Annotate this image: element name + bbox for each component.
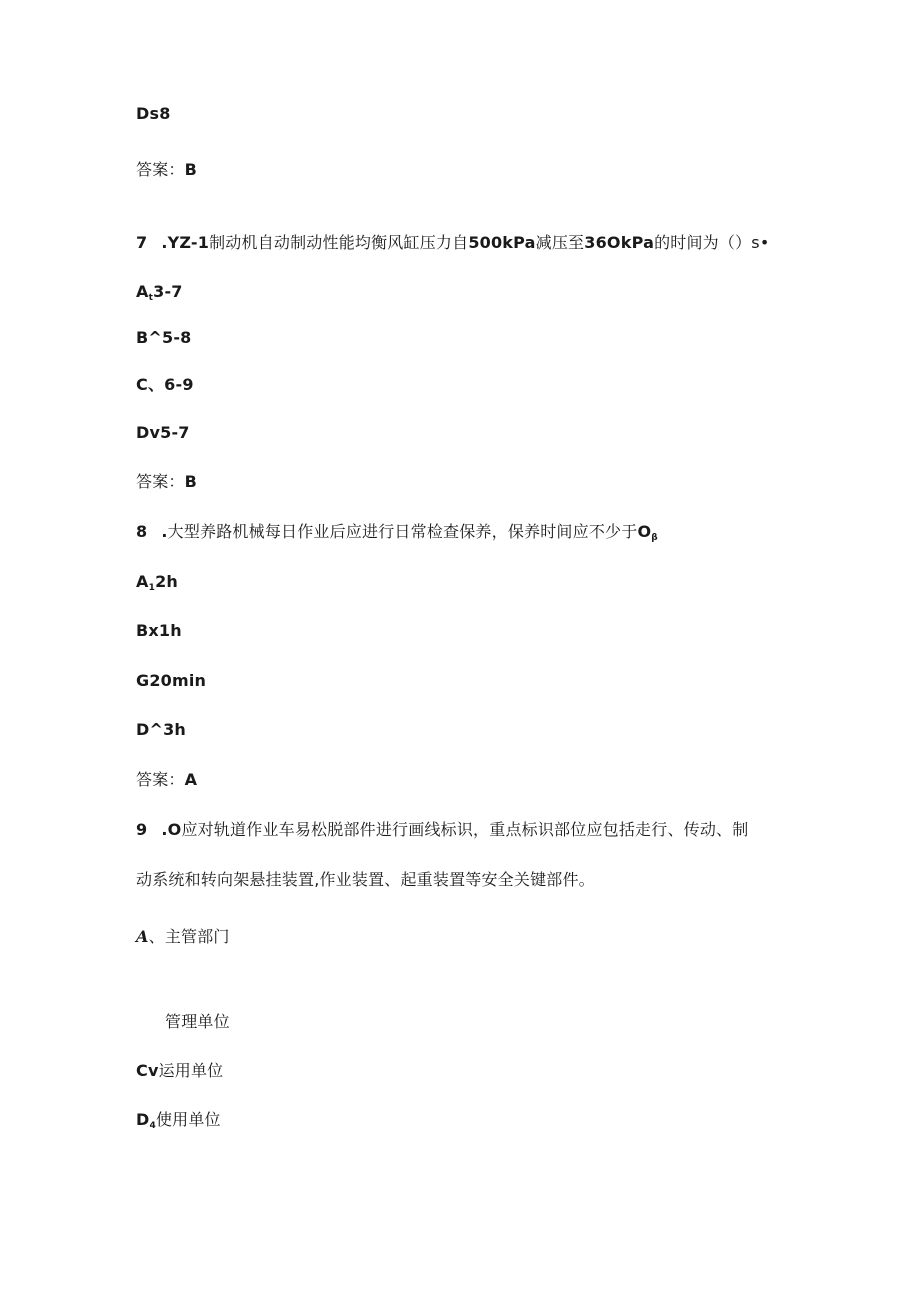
q7-text-mid: 减压至 <box>535 233 585 252</box>
q7-text-tail: 的时间为（）s• <box>654 233 770 252</box>
q7-text-main: 制动机自动制动性能均衡风缸压力自 <box>209 233 469 252</box>
q7-option-d: Dv5-7 <box>136 423 190 442</box>
q8-text-o: O <box>637 522 652 541</box>
option-text: 使用单位 <box>155 1110 221 1129</box>
answer-label: 答案： <box>136 472 185 491</box>
option-letter: Cv <box>136 1061 159 1080</box>
answer-value: A <box>184 770 198 789</box>
q7-text-p2: 36OkPa <box>584 233 655 252</box>
answer-value: B <box>184 160 198 179</box>
option-sub: 4 <box>149 1121 156 1131</box>
option-sub: 1 <box>148 583 156 593</box>
option-value: 2h <box>155 572 178 591</box>
q9-option-b: 管理单位 <box>165 1012 230 1031</box>
q8-option-a <box>136 572 178 598</box>
option-letter: A <box>136 282 149 301</box>
option-text: 运用单位 <box>158 1061 224 1080</box>
q8-text-sub: β <box>651 533 658 543</box>
q9-question-line1 <box>136 820 748 840</box>
q8-answer <box>136 770 197 790</box>
q7-text-p1: 500kPa <box>468 233 536 252</box>
q7-number: 7 <box>136 233 148 252</box>
q9-question-line2: 动系统和转向架悬挂装置,作业装置、起重装置等安全关键部件。 <box>136 870 595 889</box>
q9-option-d <box>136 1110 221 1136</box>
q8-number: 8 <box>136 522 148 541</box>
q9-option-c <box>136 1061 223 1081</box>
q8-option-d: D^3h <box>136 720 187 739</box>
q9-number: 9 <box>136 820 148 839</box>
option-letter: D <box>136 1110 150 1129</box>
option-value: 3-7 <box>153 282 183 301</box>
q8-option-c: G20min <box>136 671 207 690</box>
option-letter: A <box>136 927 149 946</box>
option-sub: t <box>148 293 154 303</box>
answer-label: 答案： <box>136 770 185 789</box>
option-text: 、主管部门 <box>148 927 230 946</box>
option-letter: A <box>136 572 149 591</box>
q6-answer <box>136 160 197 180</box>
answer-value: B <box>184 472 198 491</box>
q8-text-dot: . <box>161 522 168 541</box>
q8-option-b: Bx1h <box>136 621 182 640</box>
q7-question <box>136 233 769 253</box>
q7-answer <box>136 472 197 492</box>
q6-option-d: Ds8 <box>136 104 171 123</box>
q7-option-c: C、6-9 <box>136 375 194 394</box>
q9-text-prefix: .O <box>161 820 182 839</box>
q7-text-prefix: .YZ-1 <box>161 233 210 252</box>
q8-text-main: 大型养路机械每日作业后应进行日常检查保养，保养时间应不少于 <box>167 522 638 541</box>
q8-question <box>136 522 658 548</box>
answer-label: 答案： <box>136 160 185 179</box>
q7-option-a <box>136 282 183 308</box>
q9-text-line1: 应对轨道作业车易松脱部件进行画线标识，重点标识部位应包括走行、传动、制 <box>181 820 749 839</box>
q7-option-b: B^5-8 <box>136 328 192 347</box>
q9-option-a <box>136 927 230 947</box>
